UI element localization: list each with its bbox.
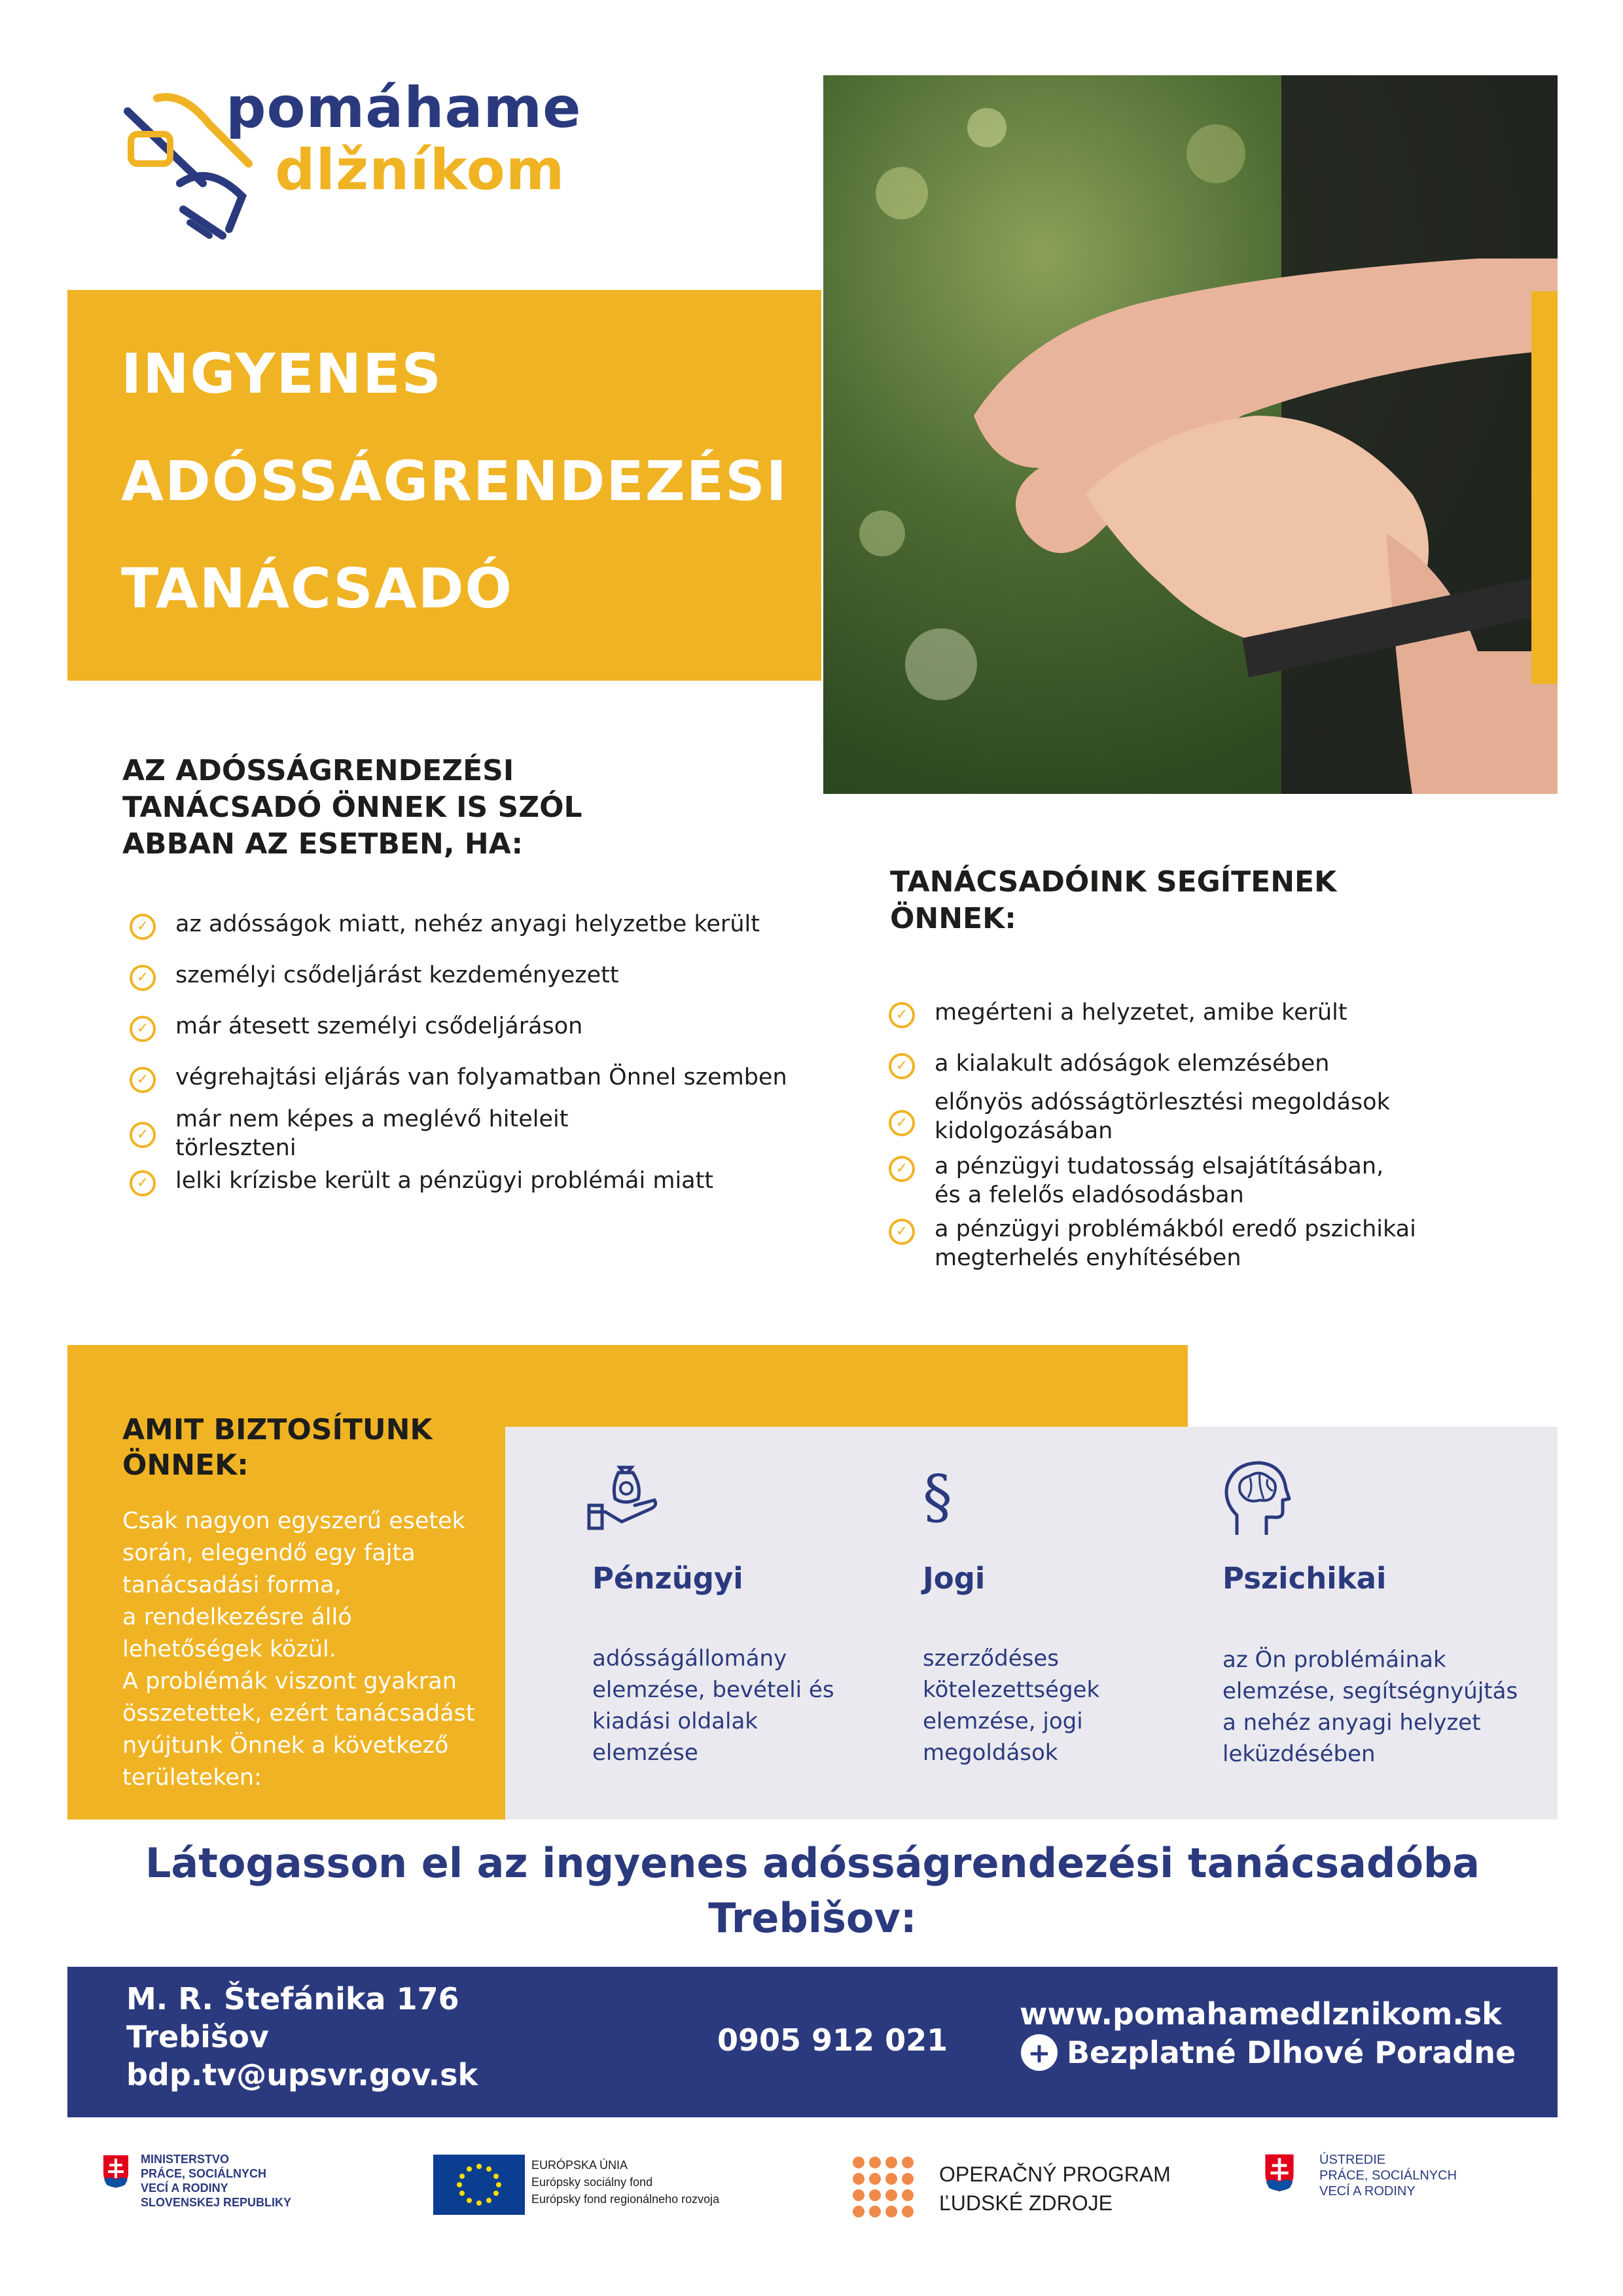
call-to-action [67, 1836, 1558, 1946]
ustredie-text-line: ÚSTREDIE [1319, 2153, 1386, 2167]
list-item [130, 1063, 787, 1093]
list-item [889, 1049, 1329, 1079]
services-intro [122, 1505, 489, 1794]
list-item-text: az adósságok miatt, nehéz anyagi helyzetbe került [175, 911, 760, 937]
ministry-text-line: SLOVENSKEJ REPUBLIKY [141, 2196, 292, 2209]
operational-programme-text [939, 2160, 1171, 2217]
check-circle-icon: ✓ [130, 1170, 156, 1196]
logo-text-line1: pomáhame [226, 75, 582, 141]
website-link[interactable]: www.pomahamedlznikom.sk [1020, 1996, 1502, 2032]
ministry-text-line: MINISTERSTVO [141, 2153, 230, 2166]
list-item [130, 961, 619, 991]
title-line3: TANÁCSADÓ [121, 556, 513, 620]
check-circle-icon: ✓ [130, 1016, 156, 1042]
list-item-text: lelki krízisbe került a pénzügyi problémái miatt [175, 1168, 714, 1194]
eu-flag-icon [433, 2155, 525, 2215]
op-text-line: OPERAČNÝ PROGRAM [939, 2162, 1171, 2186]
operational-programme-logo-icon [851, 2155, 916, 2220]
address-city: Trebišov [126, 2019, 269, 2054]
list-item-text [935, 1088, 1390, 1145]
column-text-line: elemzése, segítségnyújtás [1222, 1678, 1518, 1704]
check-circle-icon: ✓ [130, 1067, 156, 1093]
contact-email-link[interactable]: bdp.tv@upsvr.gov.sk [126, 2057, 478, 2092]
services-intro-line: során, elegendő egy fajta [122, 1540, 416, 1566]
head-brain-icon [1221, 1460, 1293, 1538]
column-text-line: leküzdésében [1222, 1741, 1376, 1767]
column-text [1222, 1644, 1530, 1770]
check-circle-icon: ✓ [130, 1122, 156, 1148]
money-bag-hand-icon [586, 1460, 664, 1532]
eu-logo-text [531, 2157, 719, 2208]
slovak-crest-icon [101, 2153, 130, 2190]
services-intro-line: összetettek, ezért tanácsadást [122, 1700, 475, 1727]
check-circle-icon: ✓ [889, 1053, 915, 1079]
eu-text-line: Európsky sociálny fond [531, 2176, 653, 2189]
list-item-text [935, 1152, 1383, 1210]
list-item [130, 1012, 582, 1042]
left-heading-line: AZ ADÓSSÁGRENDEZÉSI [122, 754, 514, 787]
list-item-text-line: a pénzügyi tudatosság elsajátításában, [935, 1153, 1384, 1179]
column-text-line: adósságállomány [592, 1645, 787, 1672]
ustredie-logo-text [1319, 2152, 1457, 2199]
facebook-page-name: Bezplatné Dlhové Poradne [1067, 2035, 1516, 2070]
services-intro-line: tanácsadási forma, [122, 1572, 342, 1598]
list-item-text: megérteni a helyzetet, amibe került [935, 999, 1347, 1026]
ministry-text-line: VECÍ A RODINY [141, 2181, 228, 2195]
list-item [889, 1215, 1416, 1272]
column-text-line: a nehéz anyagi helyzet [1222, 1710, 1481, 1736]
facebook-icon: + [1021, 2034, 1058, 2071]
list-item-text-line: kidolgozásában [935, 1118, 1113, 1144]
left-heading-line: TANÁCSADÓ ÖNNEK IS SZÓL [122, 791, 582, 824]
services-intro-line: a rendelkezésre álló [122, 1604, 352, 1630]
list-item-text-line: a pénzügyi problémákból eredő pszichikai [935, 1216, 1416, 1242]
title-line2: ADÓSSÁGRENDEZÉSI [121, 449, 788, 513]
column-title: Pénzügyi [592, 1561, 743, 1596]
list-item [130, 910, 760, 940]
column-text-line: szerződéses [923, 1645, 1059, 1672]
services-intro-line: Csak nagyon egyszerű esetek [122, 1508, 465, 1534]
left-heading-line: ABBAN AZ ESETBEN, HA: [122, 827, 524, 861]
ustredie-text-line: PRÁCE, SOCIÁLNYCH [1319, 2168, 1457, 2183]
services-intro-line: nyújtunk Önnek a következő [122, 1732, 449, 1759]
column-text-line: az Ön problémáinak [1222, 1647, 1446, 1673]
column-title: Pszichikai [1222, 1561, 1387, 1596]
list-item [130, 1105, 568, 1162]
left-heading [122, 753, 711, 863]
list-item-text-line: és a felelős eladósodásban [935, 1182, 1244, 1208]
services-heading-line: AMIT BIZTOSÍTUNK [122, 1413, 433, 1446]
list-item-text: személyi csődeljárást kezdeményezett [175, 962, 619, 988]
ministry-text-line: PRÁCE, SOCIÁLNYCH [141, 2167, 267, 2180]
eu-text-line: Európsky fond regionálneho rozvoja [531, 2193, 720, 2206]
cta-line2: Trebišov: [708, 1894, 917, 1942]
services-intro-line: A problémák viszont gyakran [122, 1668, 457, 1695]
eu-text-line: EURÓPSKA ÚNIA [531, 2159, 628, 2172]
list-item-text: már átesett személyi csődeljáráson [175, 1013, 583, 1039]
column-text-line: elemzése, bevételi és [592, 1677, 834, 1703]
column-text-line: elemzése, jogi [923, 1708, 1083, 1734]
title-line1: INGYENES [121, 342, 443, 406]
hands-photo [823, 75, 1558, 794]
column-text [592, 1643, 874, 1768]
list-item [889, 998, 1347, 1028]
list-item-text: végrehajtási eljárás van folyamatban Önnel szemben [175, 1064, 787, 1090]
list-item-text [175, 1105, 568, 1162]
list-item [889, 1152, 1383, 1210]
check-circle-icon: ✓ [130, 914, 156, 940]
logo-text-line2: dlžníkom [275, 137, 565, 203]
column-text-line: elemzése [592, 1740, 698, 1766]
list-item-text [935, 1215, 1416, 1272]
ustredie-text-line: VECÍ A RODINY [1319, 2184, 1416, 2198]
facebook-link[interactable] [1021, 2034, 1516, 2071]
cta-line1: Látogasson el az ingyenes adósságrendezési tanácsadóba [145, 1839, 1480, 1887]
list-item-text-line: már nem képes a meglévő hiteleit [175, 1106, 569, 1132]
services-heading-line: ÖNNEK: [122, 1448, 249, 1482]
section-sign-icon: § [923, 1463, 952, 1532]
check-circle-icon: ✓ [889, 1219, 915, 1245]
check-circle-icon: ✓ [889, 1002, 915, 1028]
column-text [923, 1643, 1204, 1768]
services-intro-line: lehetőségek közül. [122, 1636, 336, 1662]
photo-accent-strip [1531, 291, 1558, 684]
list-item-text-line: törleszteni [175, 1135, 296, 1161]
ministry-logo-text [141, 2152, 291, 2210]
list-item-text-line: megterhelés enyhítésében [935, 1245, 1241, 1271]
contact-address [126, 1980, 478, 2094]
right-heading-line: ÖNNEK: [890, 902, 1016, 935]
right-heading [890, 864, 1479, 937]
column-text-line: kötelezettségek [923, 1677, 1100, 1703]
list-item-text: a kialakult adóságok elemzésében [935, 1050, 1330, 1077]
op-text-line: ĽUDSKÉ ZDROJE [939, 2191, 1113, 2215]
column-text-line: kiadási oldalak [592, 1708, 758, 1734]
list-item [889, 1088, 1390, 1145]
column-text-line: megoldások [923, 1740, 1058, 1766]
contact-phone[interactable]: 0905 912 021 [717, 2022, 948, 2058]
check-circle-icon: ✓ [889, 1156, 915, 1182]
services-heading [122, 1412, 433, 1483]
column-title: Jogi [923, 1561, 986, 1596]
address-street: M. R. Štefánika 176 [126, 1981, 459, 2017]
check-circle-icon: ✓ [130, 965, 156, 991]
services-intro-line: területeken: [122, 1765, 262, 1791]
right-heading-line: TANÁCSADÓINK SEGÍTENEK [890, 865, 1337, 899]
list-item [130, 1166, 713, 1196]
list-item-text-line: előnyös adósságtörlesztési megoldások [935, 1089, 1390, 1115]
slovak-crest-icon [1263, 2152, 1296, 2194]
check-circle-icon: ✓ [889, 1110, 915, 1136]
